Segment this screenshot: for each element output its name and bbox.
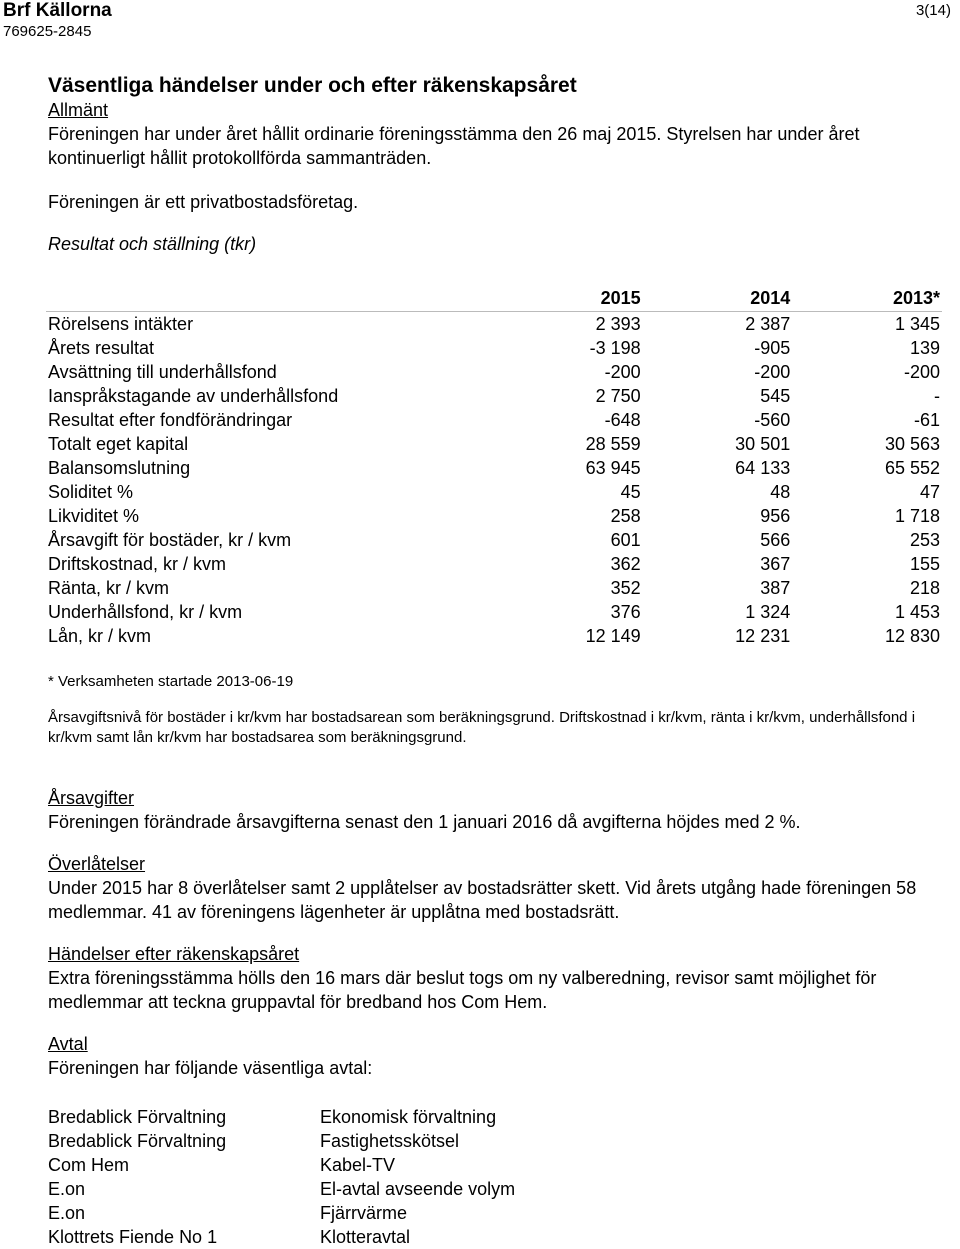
contract-service: Kabel-TV (320, 1155, 396, 1175)
company-type-paragraph: Föreningen är ett privatbostadsföretag. (48, 192, 359, 212)
results-row-label: Driftskostnad, kr / kvm (48, 554, 227, 574)
results-row (46, 624, 942, 648)
results-row (46, 528, 942, 552)
results-row-value: - (934, 386, 940, 406)
results-row (46, 480, 942, 504)
year-header: 2013* (892, 288, 940, 308)
basis-note: Årsavgiftsnivå för bostäder i kr/kvm har bostadsarean som beräkningsgrund. Driftskostnad i kr/kvm, ränta i kr/kvm, underhållsfond i kr/kvm samt lån kr/kvm har bostadsarea som beräkningsgrund. (48, 709, 916, 746)
results-row-value: 2 393 (595, 314, 641, 334)
contract-row (48, 1201, 515, 1225)
results-row-value: 2 750 (595, 386, 641, 406)
results-row-value: 545 (760, 386, 791, 406)
results-row-label: Underhållsfond, kr / kvm (48, 602, 243, 622)
results-row-value: 253 (909, 530, 940, 550)
results-row-label: Balansomslutning (48, 458, 191, 478)
results-row-value: 12 149 (585, 626, 641, 646)
results-header-row (46, 286, 942, 312)
organization-name: Brf Källorna (3, 0, 112, 21)
results-row-label: Rörelsens intäkter (48, 314, 194, 334)
handelser-text: Extra föreningsstämma hölls den 16 mars där beslut togs om ny valberedning, revisor samt möjlighet för medlemmar att teckna gruppavtal för bredband hos Com Hem. (48, 968, 877, 1012)
results-row (46, 576, 942, 600)
results-row-value: 258 (610, 506, 641, 526)
results-row-value: 12 830 (884, 626, 940, 646)
contract-party: E.on (48, 1203, 86, 1223)
allmant-heading: Allmänt (48, 100, 109, 120)
results-row-label: Lån, kr / kvm (48, 626, 152, 646)
allmant-paragraph: Föreningen har under året hållit ordinarie föreningsstämma den 26 maj 2015. Styrelsen har under året kontinuerligt hållit protokollförda sammanträden. (48, 124, 860, 168)
contract-service: Fastighetsskötsel (320, 1131, 460, 1151)
contract-row (48, 1225, 515, 1249)
results-row-value: 601 (610, 530, 641, 550)
results-row-value: -200 (903, 362, 940, 382)
results-header-label (46, 286, 493, 312)
results-table (46, 286, 942, 648)
arsavgifter-heading: Årsavgifter (48, 788, 135, 808)
results-row-value: 362 (610, 554, 641, 574)
results-row-value: -560 (754, 410, 791, 430)
contract-party: E.on (48, 1179, 86, 1199)
results-row-label: Resultat efter fondförändringar (48, 410, 293, 430)
results-row (46, 456, 942, 480)
organization-number: 769625-2845 (3, 23, 92, 40)
results-row-value: 352 (610, 578, 641, 598)
results-row-value: 45 (620, 482, 641, 502)
contract-party: Klottrets Fiende No 1 (48, 1227, 218, 1247)
results-row-label: Totalt eget kapital (48, 434, 189, 454)
results-row-value: 367 (760, 554, 791, 574)
results-row-value: 1 324 (745, 602, 791, 622)
contract-service: Ekonomisk förvaltning (320, 1107, 497, 1127)
contract-row (48, 1129, 515, 1153)
results-row-value: -200 (754, 362, 791, 382)
results-row-value: 387 (760, 578, 791, 598)
results-row-value: 155 (909, 554, 940, 574)
overlatelser-heading: Överlåtelser (48, 854, 146, 874)
section-title: Väsentliga händelser under och efter räkenskapsåret (48, 74, 577, 97)
results-row-value: 65 552 (884, 458, 940, 478)
contract-row (48, 1177, 515, 1201)
results-row (46, 408, 942, 432)
results-row-label: Årsavgift för bostäder, kr / kvm (48, 530, 292, 550)
results-row-value: 47 (919, 482, 940, 502)
results-row-value: -200 (604, 362, 641, 382)
contracts-list (48, 1105, 515, 1249)
results-row-label: Avsättning till underhållsfond (48, 362, 277, 382)
arsavgifter-text: Föreningen förändrade årsavgifterna senast den 1 januari 2016 då avgifterna höjdes med 2 %. (48, 812, 801, 832)
contract-row (48, 1153, 515, 1177)
results-row-label: Årets resultat (48, 338, 155, 358)
results-row-value: -3 198 (589, 338, 641, 358)
results-row-value: 1 453 (894, 602, 940, 622)
results-row (46, 600, 942, 624)
contract-service: El-avtal avseende volym (320, 1179, 516, 1199)
footnote: * Verksamheten startade 2013-06-19 (48, 673, 294, 690)
results-row-label: Ianspråkstagande av underhållsfond (48, 386, 339, 406)
results-row (46, 504, 942, 528)
results-row-value: 64 133 (735, 458, 791, 478)
results-row-value: 30 563 (884, 434, 940, 454)
results-row-label: Soliditet % (48, 482, 134, 502)
contract-party: Bredablick Förvaltning (48, 1131, 227, 1151)
results-row-value: -61 (913, 410, 940, 430)
results-row-value: 1 718 (894, 506, 940, 526)
results-row (46, 432, 942, 456)
year-header: 2015 (600, 288, 641, 308)
results-row-value: -648 (604, 410, 641, 430)
results-row (46, 312, 942, 337)
results-row-value: 30 501 (735, 434, 791, 454)
results-body (46, 312, 942, 649)
results-row-value: 218 (909, 578, 940, 598)
results-row-value: 48 (770, 482, 791, 502)
results-row-value: 2 387 (745, 314, 791, 334)
year-header: 2014 (750, 288, 791, 308)
contract-service: Klotteravtal (320, 1227, 411, 1247)
results-row (46, 360, 942, 384)
results-row-value: 63 945 (585, 458, 641, 478)
contract-service: Fjärrvärme (320, 1203, 408, 1223)
contract-party: Com Hem (48, 1155, 130, 1175)
results-row-value: 139 (909, 338, 940, 358)
results-row-value: 12 231 (735, 626, 791, 646)
page-number: 3(14) (915, 2, 951, 19)
contract-row (48, 1105, 515, 1129)
avtal-text: Föreningen har följande väsentliga avtal: (48, 1058, 373, 1078)
results-row-value: 376 (610, 602, 641, 622)
results-row (46, 384, 942, 408)
results-row (46, 336, 942, 360)
results-heading: Resultat och ställning (tkr) (48, 234, 257, 254)
results-row-value: -905 (754, 338, 791, 358)
results-row-value: 28 559 (585, 434, 641, 454)
results-row-value: 956 (760, 506, 791, 526)
overlatelser-text: Under 2015 har 8 överlåtelser samt 2 upplåtelser av bostadsrätter skett. Vid årets utgång hade föreningen 58 medlemmar. 41 av föreningens lägenheter är upplåtna med bostadsrätt. (48, 878, 917, 922)
handelser-heading: Händelser efter räkenskapsåret (48, 944, 300, 964)
results-row-label: Likviditet % (48, 506, 140, 526)
contract-party: Bredablick Förvaltning (48, 1107, 227, 1127)
avtal-heading: Avtal (48, 1034, 88, 1054)
results-row-label: Ränta, kr / kvm (48, 578, 170, 598)
results-row (46, 552, 942, 576)
results-row-value: 1 345 (894, 314, 940, 334)
results-row-value: 566 (760, 530, 791, 550)
